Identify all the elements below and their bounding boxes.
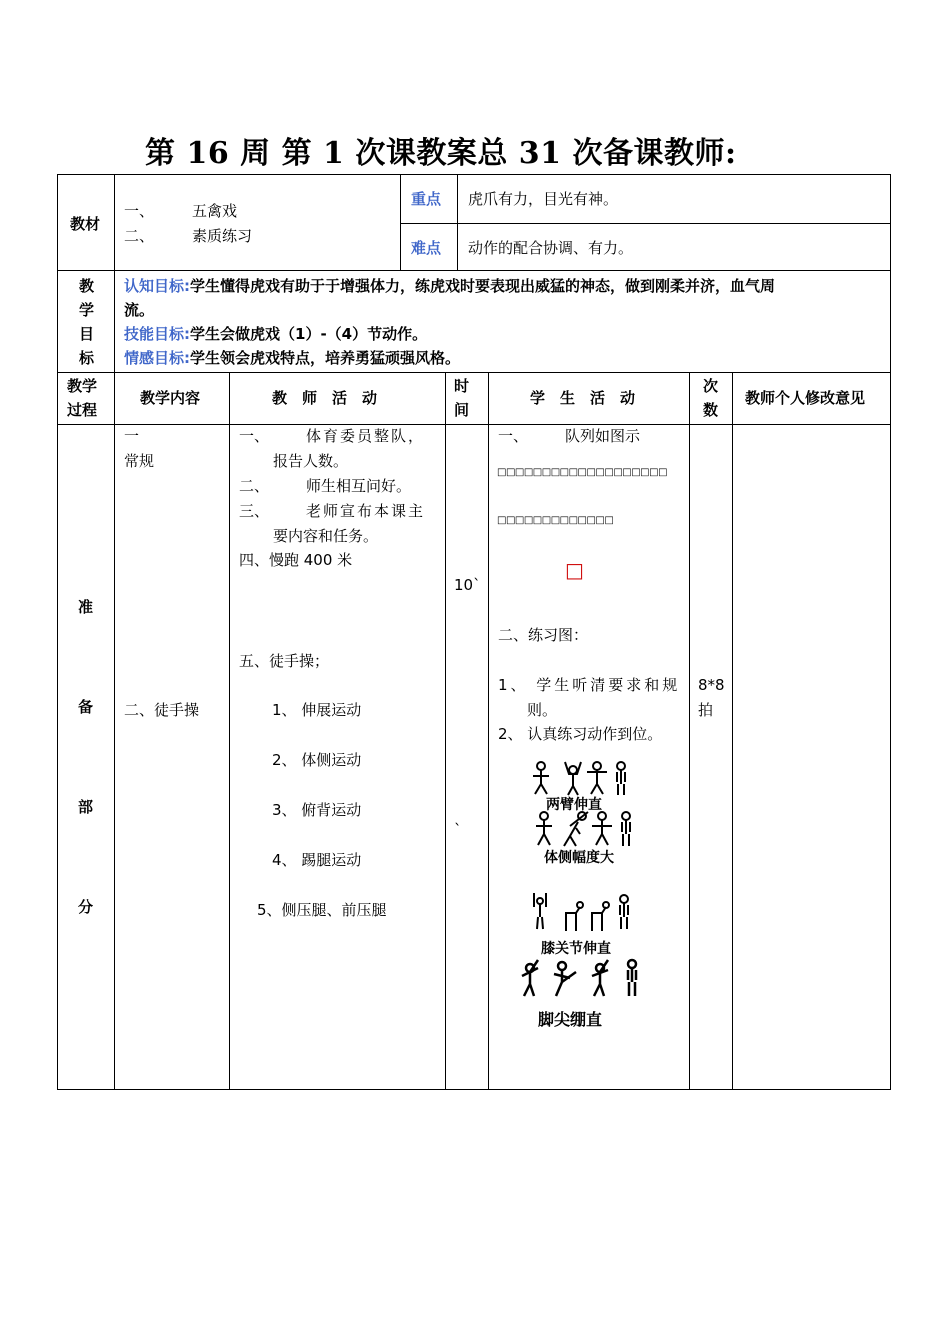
col-content: 教学内容 [140,389,201,407]
content-1-text: 常规 [124,452,155,470]
exercise-3: 3、 俯背运动 [272,801,362,819]
exercise-2: 2、 体侧运动 [272,751,362,769]
student-4-text: 2、 认真练习动作到位。 [498,725,663,743]
emotion-goal-label: 情感目标: [124,349,190,367]
material-label: 教材 [70,215,101,233]
stick-figures-arms-icon [525,758,635,798]
count-unit: 拍 [698,701,714,719]
col-time-1: 时 [454,377,470,395]
col-count-1: 次 [703,377,719,395]
material-item-1: 五禽戏 [192,202,238,220]
goals-label-2: 学 [79,301,95,319]
page-title: 第 16 周 第 1 次课教案总 31 次备课教师: [145,136,737,171]
figure-caption-3: 膝关节伸直 [541,941,611,957]
teacher-3-text: 老师宣布本课主 [306,502,426,520]
teacher-position-marker: □ [565,558,584,582]
count-value: 8*8 [698,676,725,694]
emotion-goal-text: 学生领会虎戏特点，培养勇猛顽强风格。 [190,349,461,367]
section-char-2: 备 [78,698,94,716]
col-process-2: 过程 [67,401,98,419]
difficulty-label: 难点 [411,239,442,257]
goals-label-1: 教 [79,277,95,295]
formation-row-1: □□□□□□□□□□□□□□□□□□□ [497,467,668,478]
col-count-2: 数 [703,401,719,419]
key-point-text: 虎爪有力，目光有神。 [468,190,619,208]
figure-caption-1: 两臂伸直 [546,797,602,813]
cognitive-goal-label: 认知目标: [124,277,190,295]
key-point-label: 重点 [411,190,442,208]
col-teacher-activity: 教 师 活 动 [272,389,378,407]
exercise-1: 1、 伸展运动 [272,701,362,719]
figure-caption-4: 脚尖绷直 [538,1010,603,1029]
teacher-2-text: 师生相互问好。 [306,477,412,495]
student-1-num: 一、 [498,427,529,445]
material-item-2: 素质练习 [192,227,253,245]
teacher-3-num: 三、 [239,502,270,520]
student-2-text: 二、练习图： [498,626,589,644]
student-3-cont: 则。 [527,701,558,719]
section-char-1: 准 [78,598,94,616]
student-3-text: 1、 学生听清要求和规 [498,676,681,694]
cognitive-goal-text-cont: 流。 [124,301,155,319]
col-notes: 教师个人修改意见 [745,389,866,407]
teacher-5-text: 五、徒手操； [239,652,330,670]
section-char-3: 部 [78,798,94,816]
teacher-1-num: 一、 [239,427,270,445]
cognitive-goal-text: 学生懂得虎戏有助于于增强体力，练虎戏时要表现出威猛的神态，做到刚柔并济，血气周 [190,277,776,295]
stick-figures-kick-icon [518,958,644,1000]
student-1-text: 队列如图示 [565,427,641,445]
material-item-2-num: 二、 [124,227,155,245]
exercise-4: 4、 踢腿运动 [272,851,362,869]
skill-goal [124,322,427,347]
teacher-4-text: 四、慢跑 400 米 [239,551,353,569]
time-value-2: ` [454,821,462,839]
material-item-1-num: 一、 [124,202,155,220]
section-char-4: 分 [78,898,94,916]
emotion-goal [124,346,460,371]
difficulty-text: 动作的配合协调、有力。 [468,239,634,257]
skill-goal-text: 学生会做虎戏（1）-（4）节动作。 [190,325,428,343]
content-2-text: 二、徒手操 [124,701,200,719]
skill-goal-label: 技能目标: [124,325,190,343]
goals-label-4: 标 [79,349,95,367]
figure-caption-2: 体侧幅度大 [544,850,614,866]
col-process-1: 教学 [67,377,98,395]
teacher-1-cont: 报告人数。 [273,452,349,470]
stick-figures-side-bend-icon [530,810,640,850]
goals-label-3: 目 [79,325,95,343]
teacher-3-cont: 要内容和任务。 [273,527,379,545]
teacher-2-num: 二、 [239,477,270,495]
content-1-num: 一 [124,427,140,445]
stick-figures-knee-icon [528,893,638,933]
cognitive-goal [124,274,775,299]
col-student-activity: 学 生 活 动 [530,389,636,407]
teacher-1-text: 体育委员整队， [306,427,426,445]
exercise-5: 5、侧压腿、前压腿 [257,901,387,919]
formation-row-2: □□□□□□□□□□□□□ [497,515,614,526]
time-value-1: 10` [454,576,481,594]
col-time-2: 间 [454,401,470,419]
